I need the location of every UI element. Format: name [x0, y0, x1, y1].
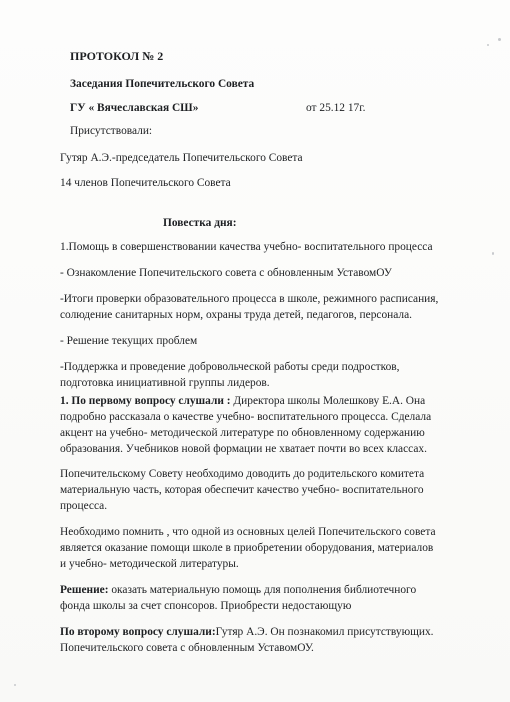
first-question-text: образования. Учебников новой формации не хватает почти во всех классах.: [60, 443, 427, 455]
paragraph-line: материальную часть, которая обеспечит качество учебно- воспитательного: [60, 484, 424, 496]
second-question-paragraph: [60, 624, 465, 656]
paragraph-line: Попечительскому Совету необходимо доводить до родительского комитета: [60, 468, 425, 480]
paragraph-line: процесса.: [60, 500, 108, 512]
paper-speck: [487, 44, 489, 46]
first-question-text: Директора школы Молешкову Е.А. Она: [230, 395, 426, 407]
paragraph-line: Необходимо помнить , что одной из основных целей Попечительского совета: [60, 526, 436, 538]
first-question-line-1: [60, 393, 465, 409]
first-question-paragraph: [60, 393, 465, 457]
goals-paragraph: [60, 524, 465, 572]
paper-speck: [14, 684, 16, 686]
chair-line: Гутяр А.Э.-председатель Попечительского Совета: [60, 152, 303, 164]
paper-speck: [498, 38, 501, 41]
second-question-text: Попечительского совета с обновленным УставомОУ.: [60, 642, 314, 654]
first-question-text: подробно рассказала о качестве учебно- воспитательного процесса. Сделала: [60, 411, 432, 423]
agenda-heading: Повестка дня:: [163, 217, 237, 229]
second-question-line-1: [60, 624, 465, 640]
first-question-text: акцент на учебно- методической литературе по обновленному содержанию: [60, 427, 425, 439]
agenda-item: - Решение текущих проблем: [60, 335, 198, 347]
school-date-row: [70, 100, 465, 116]
decision-text: оказать материальную помощь для пополнения библиотечного: [108, 584, 417, 596]
school-name: ГУ « Вячеславская СШ»: [70, 102, 199, 114]
protocol-title: ПРОТОКОЛ № 2: [70, 49, 164, 63]
agenda-item-line: -Итоги проверки образовательного процесса в школе, режимного расписания,: [60, 293, 439, 305]
paragraph-line: является оказание помощи школе в приобретении оборудования, материалов: [60, 542, 434, 554]
decision-paragraph: [60, 582, 465, 614]
agenda-item: [60, 291, 465, 323]
members-line: 14 членов Попечительского Совета: [60, 177, 231, 189]
meeting-date: от 25.12 17г.: [306, 102, 366, 114]
paragraph-line: и учебно- методической литературы.: [60, 558, 239, 570]
committee-paragraph: [60, 466, 465, 514]
second-question-text: Гутяр А.Э. Он познакомил присутствующих.: [215, 626, 434, 638]
decision-line-1: [60, 582, 465, 598]
agenda-item-line: -Поддержка и проведение добровольческой работы среди подростков,: [60, 361, 400, 373]
second-question-lead: По второму вопросу слушали:: [60, 626, 216, 638]
meeting-title: Заседания Попечительского Совета: [70, 78, 255, 90]
decision-text: фонда школы за счет спонсоров. Приобрести недостающую: [60, 600, 352, 612]
agenda-item: [60, 359, 465, 391]
agenda-item: - Ознакомление Попечительского совета с обновленным УставомОУ: [60, 267, 392, 279]
present-label: Присутствовали:: [70, 125, 153, 137]
protocol-document: [60, 50, 465, 656]
agenda-item-line: подготовка инициативной группы лидеров.: [60, 377, 270, 389]
first-question-lead: 1. По первому вопросу слушали :: [60, 395, 231, 407]
decision-lead: Решение:: [60, 584, 109, 596]
agenda-item-line: солюдение санитарных норм, охраны труда детей, педагогов, персонала.: [60, 309, 412, 321]
paper-speck: [492, 252, 494, 255]
agenda-item: 1.Помощь в совершенствовании качества учебно- воспитательного процесса: [60, 241, 433, 253]
